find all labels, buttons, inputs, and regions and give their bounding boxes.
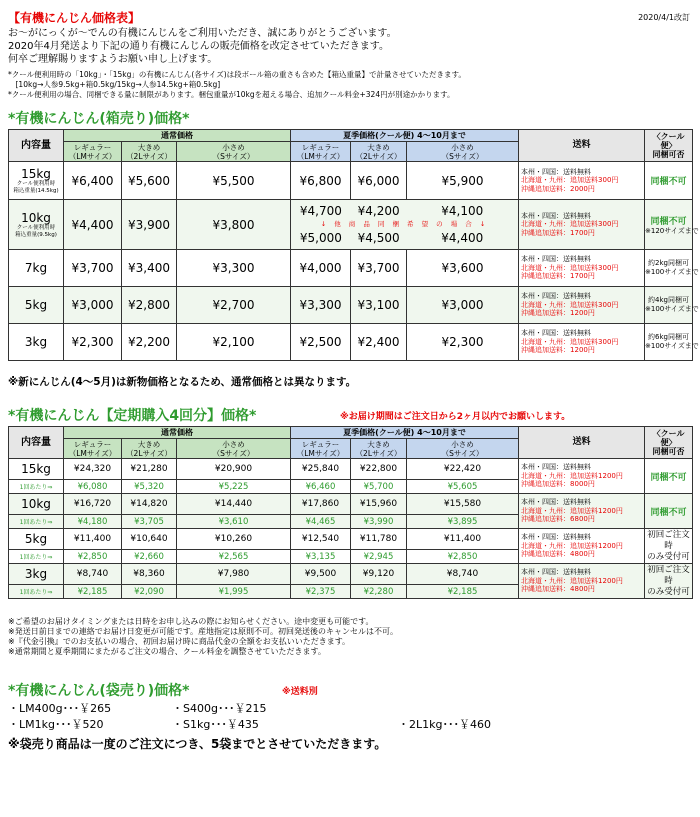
header-size-s: 小さめ （Sサイズ） xyxy=(177,142,291,162)
capacity-sub: クール便利用時 箱込重量(14.5kg) xyxy=(13,180,59,194)
bag-item: ・LM1kg･･･￥520 xyxy=(8,718,104,731)
per-price-cell: ¥3,135 xyxy=(291,550,351,564)
price-cell: ¥9,120 xyxy=(351,564,407,585)
shipping-cell xyxy=(519,250,645,287)
table-row xyxy=(9,529,693,550)
per-price-cell: ¥2,185 xyxy=(64,585,122,599)
header-size-lm: レギュラー （LMサイズ） xyxy=(291,142,351,162)
per-price-cell: ¥2,660 xyxy=(122,550,177,564)
price-cell: ¥2,800 xyxy=(122,287,177,324)
note-line: ※発送日前日までの連絡でお届け日変更が可能です。産地指定は原則不可。初回発送後のキャンセルは不可。 xyxy=(8,627,399,636)
new-carrot-note: ※新にんじん(4～5月)は新物価格となるため、通常価格とは異なります。 xyxy=(8,376,357,388)
cool-cell: 同梱不可 xyxy=(645,494,693,529)
row-label: 15kg xyxy=(9,459,64,480)
cool-text: 約6kg同梱可 xyxy=(648,333,689,341)
per-price-cell: ¥5,320 xyxy=(122,480,177,494)
ship-line: 北海道・九州：追加送料300円 xyxy=(521,300,619,309)
price-cell: ¥21,280 xyxy=(122,459,177,480)
price-cell: ¥5,500 xyxy=(177,162,291,200)
price-cell: ¥2,100 xyxy=(177,324,291,361)
table-row xyxy=(9,564,693,585)
shipping-cell xyxy=(519,162,645,200)
box-price-table xyxy=(8,129,699,361)
price-cell: ¥3,400 xyxy=(122,250,177,287)
per-price-cell: ¥2,185 xyxy=(407,585,519,599)
section-title-bag: *有機にんじん(袋売り)価格* xyxy=(8,683,190,699)
price-cell: ¥25,840 xyxy=(291,459,351,480)
price-cell: ¥22,800 xyxy=(351,459,407,480)
price-cell: ¥14,820 xyxy=(122,494,177,515)
per-price-cell: ¥6,460 xyxy=(291,480,351,494)
table-row xyxy=(9,200,693,250)
header-size-lm: レギュラー （LMサイズ） xyxy=(64,439,122,459)
price-cell: ¥8,740 xyxy=(64,564,122,585)
per-price-cell: ¥2,850 xyxy=(64,550,122,564)
per-price-cell: ¥2,375 xyxy=(291,585,351,599)
header-size-2l: 大きめ （2Lサイズ） xyxy=(122,142,177,162)
per-price-cell: ¥4,180 xyxy=(64,515,122,529)
note-line: *クール便利用の場合、同梱できる量に制限があります。梱包重量が10kgを超える場合、追加クール料金+324円が別途かかります。 xyxy=(8,90,455,99)
per-label: 1回あたり⇒ xyxy=(9,480,64,494)
per-label: 1回あたり⇒ xyxy=(9,585,64,599)
cool-sub: ※100サイズまで xyxy=(645,268,699,276)
header-size-s: 小さめ （Sサイズ） xyxy=(407,142,519,162)
price-cell: ¥14,440 xyxy=(177,494,291,515)
header-capacity: 内容量 xyxy=(9,130,64,162)
shipping-cell xyxy=(519,324,645,361)
per-price-cell: ¥5,605 xyxy=(407,480,519,494)
header-size-2l: 大きめ （2Lサイズ） xyxy=(122,439,177,459)
header-cool: 〈クール便〉 同梱可否 xyxy=(645,427,693,459)
ship-line: 本州・四国：送料無料 xyxy=(521,292,592,301)
ship-line: 北海道・九州：追加送料300円 xyxy=(521,220,619,229)
ship-line: 沖縄追加送料：6800円 xyxy=(521,515,595,524)
cool-cell xyxy=(645,287,699,324)
shipping-cell xyxy=(519,494,645,529)
ship-line: 北海道・九州：追加送料300円 xyxy=(521,263,619,272)
price-cell: ¥2,400 xyxy=(351,324,407,361)
price-cell: ¥3,900 xyxy=(122,200,177,250)
price-cell: ¥2,300 xyxy=(64,324,122,361)
per-price-cell: ¥3,990 xyxy=(351,515,407,529)
cool-cell xyxy=(645,250,699,287)
section-title-box: *有機にんじん(箱売り)価格* xyxy=(8,111,190,127)
price-cell: ¥6,800 xyxy=(291,162,351,200)
header-size-2l: 大きめ （2Lサイズ） xyxy=(351,439,407,459)
table-row xyxy=(9,494,693,515)
ship-line: 沖縄追加送料：4800円 xyxy=(521,585,595,594)
cool-cell xyxy=(645,324,699,361)
shipping-cell xyxy=(519,200,645,250)
price-cell: ¥4,400 xyxy=(441,230,484,245)
price-cell: ¥4,100 xyxy=(441,203,484,218)
shipping-cell xyxy=(519,287,645,324)
note-line: ※通常期間と夏季期間にまたがるご注文の場合、クール料金を調整させていただきます。 xyxy=(8,647,326,656)
shipping-cell xyxy=(519,564,645,599)
price-cell: ¥3,800 xyxy=(177,200,291,250)
table-row xyxy=(9,162,693,200)
ship-line: 北海道・九州：追加送料1200円 xyxy=(521,471,623,480)
per-price-cell: ¥2,565 xyxy=(177,550,291,564)
header-shipping: 送料 xyxy=(519,130,645,162)
header-cool: 〈クール便〉 同梱可否 xyxy=(645,130,693,162)
price-cell: ¥4,700 xyxy=(299,203,342,218)
price-cell: ¥5,600 xyxy=(122,162,177,200)
row-label: 3kg xyxy=(9,564,64,585)
per-price-cell: ¥1,995 xyxy=(177,585,291,599)
cool-cell: 初回ご注文時 のみ受付可 xyxy=(645,564,693,599)
price-cell: ¥3,300 xyxy=(291,287,351,324)
price-cell: ¥11,400 xyxy=(64,529,122,550)
price-cell: ¥4,400 xyxy=(64,200,122,250)
price-cell: ¥15,960 xyxy=(351,494,407,515)
table-row xyxy=(9,324,693,361)
price-cell: ¥8,740 xyxy=(407,564,519,585)
header-normal-price: 通常価格 xyxy=(64,427,291,439)
per-price-cell: ¥2,280 xyxy=(351,585,407,599)
shipping-cell xyxy=(519,459,645,494)
bag-item: ・S400g･･･￥215 xyxy=(172,702,267,715)
cool-text: 約4kg同梱可 xyxy=(648,296,689,304)
ship-line: 北海道・九州：追加送料1200円 xyxy=(521,576,623,585)
price-cell: ¥6,000 xyxy=(351,162,407,200)
page-title: 【有機にんじん価格表】 xyxy=(8,11,141,25)
shipping-extra-note: ※送料別 xyxy=(282,687,318,697)
per-price-cell: ¥5,225 xyxy=(177,480,291,494)
price-cell: ¥15,580 xyxy=(407,494,519,515)
ship-line: 本州・四国：送料無料 xyxy=(521,329,592,338)
price-cell: ¥12,540 xyxy=(291,529,351,550)
per-price-cell: ¥3,705 xyxy=(122,515,177,529)
header-size-s: 小さめ （Sサイズ） xyxy=(407,439,519,459)
summer-price-row xyxy=(291,203,518,219)
ship-line: 沖縄追加送料：1700円 xyxy=(521,228,595,237)
price-cell: ¥3,600 xyxy=(407,250,519,287)
header-size-2l: 大きめ （2Lサイズ） xyxy=(351,142,407,162)
price-cell: ¥5,900 xyxy=(407,162,519,200)
ship-line: 北海道・九州：追加送料300円 xyxy=(521,337,619,346)
intro-text xyxy=(8,27,397,66)
ship-line: 沖縄追加送料：1200円 xyxy=(521,309,595,318)
bag-item: ・2L1kg･･･￥460 xyxy=(398,718,491,731)
cool-cell: 同梱不可 xyxy=(645,162,693,200)
ship-line: 北海道・九州：追加送料1200円 xyxy=(521,541,623,550)
capacity-label: 10kg xyxy=(21,210,51,225)
price-cell: ¥7,980 xyxy=(177,564,291,585)
per-price-cell: ¥5,700 xyxy=(351,480,407,494)
price-cell: ¥6,400 xyxy=(64,162,122,200)
price-cell: ¥3,700 xyxy=(351,250,407,287)
row-label: 5kg xyxy=(9,529,64,550)
price-cell: ¥3,000 xyxy=(64,287,122,324)
delivery-deadline-note: ※お届け期間はご注文日から2ヶ月以内でお願いします。 xyxy=(340,412,571,422)
row-label: 10kg xyxy=(9,494,64,515)
ship-line: 北海道・九州：追加送料1200円 xyxy=(521,506,623,515)
table-row xyxy=(9,287,693,324)
bundle-warning: ↓ 他 商 品 同 梱 希 望 の 場 合 ↓ xyxy=(320,219,489,228)
cool-cell: 初回ご注文時 のみ受付可 xyxy=(645,529,693,564)
ship-line: 沖縄追加送料：8000円 xyxy=(521,480,595,489)
note-line: *クール便利用時の「10kg」・「15kg」の有機にんじん(各サイズ)は段ボール箱の重さも含めた【箱込重量】で計量させていただきます。 xyxy=(8,70,466,79)
ship-line: 本州・四国：送料無料 xyxy=(521,498,592,507)
capacity-sub: クール便利用時 箱込重量(9.5kg) xyxy=(15,224,57,238)
intro-line: 2020年4月発送より下記の通り有機にんじんの販売価格を改定させていただきます。 xyxy=(8,41,390,52)
price-cell: ¥2,200 xyxy=(122,324,177,361)
cool-cell xyxy=(645,200,699,250)
ship-line: 本州・四国：送料無料 xyxy=(521,255,592,264)
section-title-subscription: *有機にんじん【定期購入4回分】価格* xyxy=(8,408,257,424)
cool-notes xyxy=(8,70,466,100)
subscription-notes xyxy=(8,617,398,657)
cool-sub: ※100サイズまで xyxy=(645,342,699,350)
bag-item: ・S1kg･･･￥435 xyxy=(172,718,259,731)
note-line: ※ご希望のお届けタイミングまたは日時をお申し込みの際にお知らせください。途中変更も可能です。 xyxy=(8,617,374,626)
header-normal-price: 通常価格 xyxy=(64,130,291,142)
price-cell: ¥3,700 xyxy=(64,250,122,287)
intro-line: お～がにっくが～でんの有機にんじんをご利用いただき、誠にありがとうございます。 xyxy=(8,28,397,39)
price-cell: ¥8,360 xyxy=(122,564,177,585)
revision-date: 2020/4/1改訂 xyxy=(638,13,690,22)
row-label xyxy=(9,200,64,250)
ship-line: 沖縄追加送料：4800円 xyxy=(521,550,595,559)
ship-line: 本州・四国：送料無料 xyxy=(521,568,592,577)
price-cell: ¥2,500 xyxy=(291,324,351,361)
table-row xyxy=(9,459,693,480)
row-label xyxy=(9,162,64,200)
price-cell: ¥4,200 xyxy=(357,203,400,218)
cool-sub: ※100サイズまで xyxy=(645,305,699,313)
row-label: 5kg xyxy=(9,287,64,324)
header-size-lm: レギュラー （LMサイズ） xyxy=(291,439,351,459)
per-price-cell: ¥2,945 xyxy=(351,550,407,564)
price-cell: ¥4,500 xyxy=(357,230,400,245)
ship-line: 沖縄追加送料：1200円 xyxy=(521,346,595,355)
bag-limit-note: ※袋売り商品は一度のご注文につき、5袋までとさせていただきます。 xyxy=(8,737,387,751)
price-cell: ¥5,000 xyxy=(299,230,342,245)
ship-line: 本州・四国：送料無料 xyxy=(521,533,592,542)
cool-sub: ※120サイズまで xyxy=(645,226,699,235)
price-cell: ¥24,320 xyxy=(64,459,122,480)
summer-price-row xyxy=(291,229,518,247)
price-cell: ¥10,260 xyxy=(177,529,291,550)
header-summer-price: 夏季価格(クール便) 4～10月まで xyxy=(291,130,519,142)
price-cell: ¥2,700 xyxy=(177,287,291,324)
per-price-cell: ¥3,895 xyxy=(407,515,519,529)
per-label: 1回あたり⇒ xyxy=(9,515,64,529)
cool-text: 同梱不可 xyxy=(650,216,687,227)
bag-item: ・LM400g･･･￥265 xyxy=(8,702,112,715)
price-cell: ¥3,100 xyxy=(351,287,407,324)
per-price-cell: ¥2,090 xyxy=(122,585,177,599)
ship-line: 本州・四国：送料無料 xyxy=(521,167,592,176)
per-label: 1回あたり⇒ xyxy=(9,550,64,564)
header-shipping: 送料 xyxy=(519,427,645,459)
ship-line: 沖縄追加送料：1700円 xyxy=(521,272,595,281)
price-cell: ¥3,300 xyxy=(177,250,291,287)
price-cell: ¥9,500 xyxy=(291,564,351,585)
capacity-label: 15kg xyxy=(21,166,51,181)
ship-line: 沖縄追加送料：2000円 xyxy=(521,184,595,193)
price-cell: ¥11,400 xyxy=(407,529,519,550)
header-size-lm: レギュラー （LMサイズ） xyxy=(64,142,122,162)
row-label: 7kg xyxy=(9,250,64,287)
note-line: [10kg→人参9.5kg+箱0.5kg/15kg→人参14.5kg+箱0.5kg] xyxy=(8,80,221,89)
price-cell: ¥10,640 xyxy=(122,529,177,550)
ship-line: 本州・四国：送料無料 xyxy=(521,211,592,220)
header-summer-price: 夏季価格(クール便) 4～10月まで xyxy=(291,427,519,439)
per-price-cell: ¥4,465 xyxy=(291,515,351,529)
ship-line: 本州・四国：送料無料 xyxy=(521,463,592,472)
row-label: 3kg xyxy=(9,324,64,361)
price-cell: ¥11,780 xyxy=(351,529,407,550)
per-price-cell: ¥6,080 xyxy=(64,480,122,494)
cool-text: 約2kg同梱可 xyxy=(648,259,689,267)
price-cell: ¥2,300 xyxy=(407,324,519,361)
header-capacity: 内容量 xyxy=(9,427,64,459)
ship-line: 北海道・九州：追加送料300円 xyxy=(521,176,619,185)
price-cell: ¥20,900 xyxy=(177,459,291,480)
cool-cell: 同梱不可 xyxy=(645,459,693,494)
shipping-cell xyxy=(519,529,645,564)
price-cell: ¥16,720 xyxy=(64,494,122,515)
table-row xyxy=(9,250,693,287)
per-price-cell: ¥2,850 xyxy=(407,550,519,564)
price-cell: ¥22,420 xyxy=(407,459,519,480)
per-price-cell: ¥3,610 xyxy=(177,515,291,529)
price-cell: ¥17,860 xyxy=(291,494,351,515)
subscription-price-table xyxy=(8,426,693,599)
summer-price-group xyxy=(291,200,519,250)
price-cell: ¥4,000 xyxy=(291,250,351,287)
intro-line: 何卒ご理解賜りますようお願い申し上げます。 xyxy=(8,54,218,65)
note-line: ※『代金引換』でのお支払いの場合、初回お届け時に商品代金の全額をお支払いいただきます。 xyxy=(8,637,351,646)
price-cell: ¥3,000 xyxy=(407,287,519,324)
header-size-s: 小さめ （Sサイズ） xyxy=(177,439,291,459)
